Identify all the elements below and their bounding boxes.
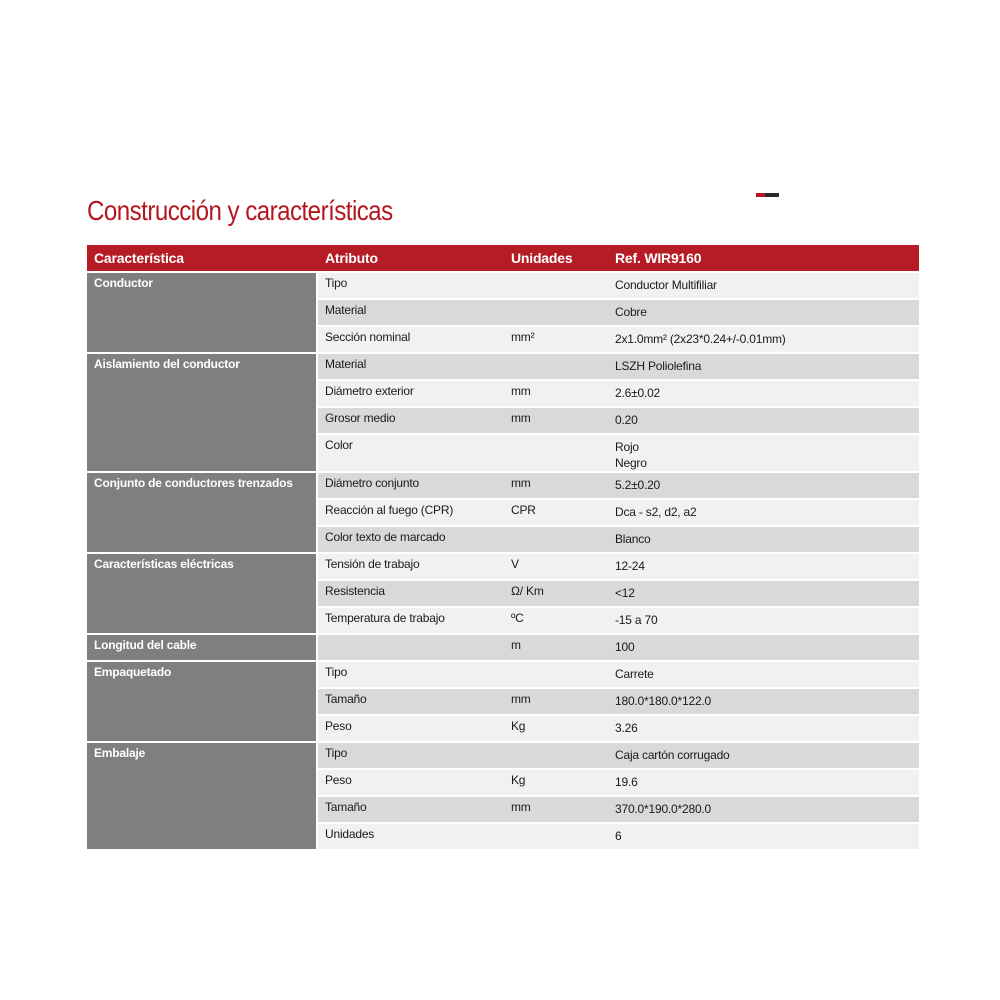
value-cell: 370.0*190.0*280.0: [608, 797, 919, 824]
attribute-cell: Temperatura de trabajo: [318, 608, 504, 635]
value-cell: LSZH Poliolefina: [608, 354, 919, 381]
table-row: [87, 554, 919, 581]
attribute-cell: Tipo: [318, 743, 504, 770]
attribute-cell: Sección nominal: [318, 327, 504, 354]
unit-cell: [504, 354, 608, 381]
group-label: Empaquetado: [87, 662, 318, 743]
value-cell: Caja cartón corrugado: [608, 743, 919, 770]
table-row: [87, 635, 919, 662]
attribute-cell: Peso: [318, 770, 504, 797]
unit-cell: V: [504, 554, 608, 581]
header-caracteristica: Característica: [87, 245, 318, 273]
value-cell: Blanco: [608, 527, 919, 554]
table-body: [87, 273, 919, 851]
value-cell: Carrete: [608, 662, 919, 689]
unit-cell: CPR: [504, 500, 608, 527]
attribute-cell: Tipo: [318, 273, 504, 300]
attribute-cell: Reacción al fuego (CPR): [318, 500, 504, 527]
attribute-cell: Unidades: [318, 824, 504, 851]
value-cell: 2.6±0.02: [608, 381, 919, 408]
unit-cell: Ω/ Km: [504, 581, 608, 608]
unit-cell: mm: [504, 381, 608, 408]
unit-cell: [504, 300, 608, 327]
unit-cell: mm: [504, 408, 608, 435]
unit-cell: [504, 435, 608, 473]
group-label: Conjunto de conductores trenzados: [87, 473, 318, 554]
unit-cell: [504, 662, 608, 689]
accent-bar: [756, 193, 779, 197]
value-cell: Rojo Negro: [608, 435, 919, 473]
attribute-cell: Color texto de marcado: [318, 527, 504, 554]
table-row: [87, 743, 919, 770]
accent-bar-dark: [765, 193, 779, 197]
group-label: Embalaje: [87, 743, 318, 851]
attribute-cell: Material: [318, 300, 504, 327]
value-cell: 3.26: [608, 716, 919, 743]
accent-bar-red: [756, 193, 765, 197]
attribute-cell: Material: [318, 354, 504, 381]
value-cell: 2x1.0mm² (2x23*0.24+/-0.01mm): [608, 327, 919, 354]
attribute-cell: Tipo: [318, 662, 504, 689]
table-row: [87, 473, 919, 500]
header-unidades: Unidades: [504, 245, 608, 273]
value-cell: 180.0*180.0*122.0: [608, 689, 919, 716]
unit-cell: [504, 743, 608, 770]
attribute-cell: Tensión de trabajo: [318, 554, 504, 581]
group-label: Características eléctricas: [87, 554, 318, 635]
unit-cell: [504, 527, 608, 554]
group-label: Longitud del cable: [87, 635, 318, 662]
attribute-cell: Grosor medio: [318, 408, 504, 435]
attribute-cell: Tamaño: [318, 797, 504, 824]
value-cell: 100: [608, 635, 919, 662]
group-label: Aislamiento del conductor: [87, 354, 318, 473]
attribute-cell: Tamaño: [318, 689, 504, 716]
unit-cell: mm: [504, 473, 608, 500]
unit-cell: [504, 273, 608, 300]
unit-cell: ºC: [504, 608, 608, 635]
header-atributo: Atributo: [318, 245, 504, 273]
attribute-cell: Diámetro exterior: [318, 381, 504, 408]
unit-cell: mm²: [504, 327, 608, 354]
value-cell: 6: [608, 824, 919, 851]
attribute-cell: Diámetro conjunto: [318, 473, 504, 500]
page-title: Construcción y características: [87, 195, 393, 226]
header-ref: Ref. WIR9160: [608, 245, 919, 273]
value-cell: Conductor Multifiliar: [608, 273, 919, 300]
attribute-cell: Resistencia: [318, 581, 504, 608]
value-cell: 12-24: [608, 554, 919, 581]
value-cell: <12: [608, 581, 919, 608]
value-cell: 5.2±0.20: [608, 473, 919, 500]
spec-table: [87, 245, 919, 851]
table-row: [87, 273, 919, 300]
unit-cell: [504, 824, 608, 851]
table-row: [87, 354, 919, 381]
attribute-cell: [318, 635, 504, 662]
attribute-cell: Peso: [318, 716, 504, 743]
unit-cell: Kg: [504, 716, 608, 743]
value-cell: 19.6: [608, 770, 919, 797]
value-cell: Dca - s2, d2, a2: [608, 500, 919, 527]
table-row: [87, 662, 919, 689]
table-header-row: [87, 245, 919, 273]
unit-cell: Kg: [504, 770, 608, 797]
attribute-cell: Color: [318, 435, 504, 473]
group-label: Conductor: [87, 273, 318, 354]
value-cell: 0.20: [608, 408, 919, 435]
value-cell: Cobre: [608, 300, 919, 327]
unit-cell: mm: [504, 797, 608, 824]
unit-cell: m: [504, 635, 608, 662]
value-cell: -15 a 70: [608, 608, 919, 635]
unit-cell: mm: [504, 689, 608, 716]
